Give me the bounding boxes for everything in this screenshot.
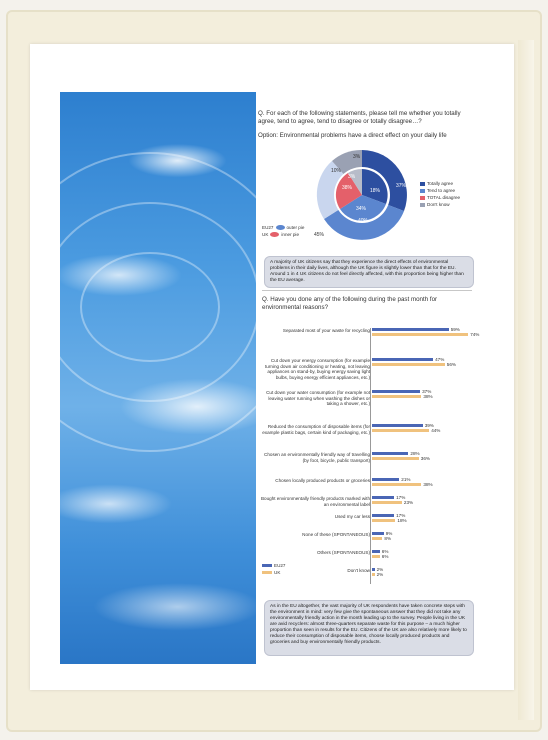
bar-uk — [372, 429, 429, 432]
summary-box-two: As in the EU altogether, the vast majority of UK respondents have taken concrete steps with the environment in mind: very few give the spontaneous answer that they did not take any environmentally friendly action in the month leading up to the survey. People living in the UK are avid recyclers: almost three-quarters separate waste for this purpose – a much higher proportion than seen in results for the EU. Citizens of the UK are also relatively more likely to reduce their consumption of disposable items, choose locally produced products and groceries and buy environmentally friendly products. — [264, 600, 474, 656]
bar-uk — [372, 555, 380, 558]
bar-eu27 — [372, 568, 375, 571]
bar-eu27 — [372, 328, 449, 331]
bar-legend-eu: EU27 — [262, 562, 286, 569]
pie-label: 3% — [348, 174, 356, 180]
pie-legend — [420, 180, 460, 208]
bar-uk — [372, 483, 421, 486]
bar-value-label: 59% — [450, 327, 460, 332]
pie-label: 3% — [353, 154, 361, 160]
bar-legend-uk: UK — [262, 569, 286, 576]
bar-eu27 — [372, 452, 408, 455]
sky-photo — [60, 92, 256, 664]
bar-value-label: 2% — [376, 567, 384, 572]
bar-eu27 — [372, 514, 394, 517]
bar-value-label: 28% — [410, 451, 420, 456]
bar-eu27 — [372, 550, 380, 553]
bar-value-label: 47% — [435, 357, 445, 362]
bar-category-label: Chosen locally produced products or groceries — [275, 478, 370, 483]
bar-axis — [370, 328, 371, 584]
question-one: Q. For each of the following statements, please tell me whether you totally agree, tend to agree, tend to disagree or totally disagree…? — [258, 110, 461, 125]
legend-item: TOTAL disagree — [420, 194, 460, 201]
bar-value-label: 38% — [423, 394, 433, 399]
bar-category-label: Used my car less — [334, 514, 370, 519]
bar-category-label: Don't know — [347, 568, 370, 573]
pie-label: 45% — [314, 232, 325, 238]
bar-uk — [372, 395, 421, 398]
bar-eu27 — [372, 532, 384, 535]
bar-eu27 — [372, 496, 394, 499]
bar-uk — [372, 501, 402, 504]
bar-value-label: 56% — [446, 362, 456, 367]
pie-label: 34% — [356, 206, 367, 212]
bar-value-label: 36% — [420, 456, 430, 461]
pie-label: 18% — [370, 188, 381, 194]
bar-value-label: 17% — [396, 513, 406, 518]
pie-label: 37% — [396, 183, 407, 189]
pie-label: 10% — [331, 168, 342, 174]
bar-value-label: 8% — [384, 536, 392, 541]
pie-key-eu: EU27 outer pie — [262, 225, 305, 230]
pie-key-uk: UK inner pie — [262, 232, 300, 237]
bar-value-label: 2% — [376, 572, 384, 577]
bar-category-label: Bought environmentally friendly products marked with an environmental label — [260, 496, 370, 507]
option-text: Option: Environmental problems have a direct effect on your daily life — [258, 132, 447, 139]
sleeve-edge — [518, 40, 534, 720]
bar-category-label: Cut down your water consumption (for example not leaving water running when washing the dishes or taking a shower, etc.) — [266, 390, 370, 407]
bar-value-label: 21% — [401, 477, 411, 482]
bar-uk — [372, 363, 445, 366]
bar-value-label: 44% — [431, 428, 441, 433]
summary-box-one: A majority of UK citizens say that they experience the direct effects of environmental problems in their daily lives, although the UK figure is slightly lower than that for the EU. Around 1 in 4 UK citizens do not feel directly affected, with this proportion being higher than the EU average. — [264, 256, 474, 288]
bar-value-label: 6% — [381, 554, 389, 559]
bar-value-label: 23% — [403, 500, 414, 505]
bar-uk — [372, 573, 375, 576]
bar-value-label: 18% — [397, 518, 407, 523]
bar-uk — [372, 519, 395, 522]
bar-uk — [372, 457, 419, 460]
pie-label: 40% — [358, 218, 369, 224]
bar-eu27 — [372, 390, 420, 393]
bar-value-label: 39% — [424, 423, 434, 428]
section-divider — [262, 290, 472, 291]
bar-category-label: Others (SPONTANEOUS) — [316, 550, 370, 555]
legend-item: Totally agree — [420, 180, 460, 187]
question-two: Q. Have you done any of the following during the past month for environmental reasons? — [262, 296, 438, 311]
bar-value-label: 37% — [422, 389, 432, 394]
bar-value-label: 74% — [470, 332, 480, 337]
bar-category-label: Chosen an environmentally friendly way of travelling (by foot, bicycle, public transport) — [264, 452, 370, 463]
bar-uk — [372, 333, 468, 336]
bar-eu27 — [372, 358, 433, 361]
bar-value-label: 17% — [396, 495, 406, 500]
pie-key — [262, 224, 304, 238]
section-one — [258, 110, 476, 140]
bar-eu27 — [372, 478, 399, 481]
pie-label: 38% — [342, 185, 353, 191]
bar-category-label: Reduced the consumption of disposable items (for example plastic bags, certain kind of packaging, etc.) — [262, 424, 370, 435]
bar-category-label: None of these (SPONTANEOUS) — [302, 532, 370, 537]
water-ripple — [80, 252, 220, 362]
bar-category-label: Separated most of your waste for recycling — [282, 328, 370, 333]
bar-eu27 — [372, 424, 423, 427]
legend-item: Don't know — [420, 201, 460, 208]
bar-legend — [262, 562, 286, 576]
bar-uk — [372, 537, 382, 540]
legend-item: Tend to agree — [420, 187, 460, 194]
bar-value-label: 6% — [381, 549, 389, 554]
bar-value-label: 9% — [385, 531, 393, 536]
bar-category-label: Cut down your energy consumption (for example turning down air conditioning or heating, not leaving appliances on stand-by, buying energy saving light bulbs, buying energy efficient appliances, etc.) — [265, 358, 370, 380]
bar-value-label: 38% — [423, 482, 433, 487]
